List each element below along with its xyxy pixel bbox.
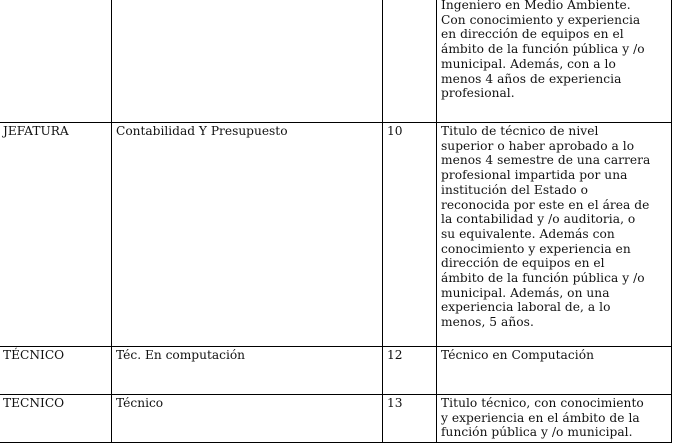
requisitos-line: ámbito de la función pública y /o [441,271,645,286]
requisitos-line: Ingeniero en Medio Ambiente. [441,0,631,12]
table-row [0,123,672,347]
requisitos-cell [437,0,672,123]
table-row [0,347,672,395]
table-row [0,395,672,443]
grado-cell: 13 [383,395,437,443]
requisitos-line: ámbito de la función pública y /o [441,42,645,57]
requisitos-line: menos 4 semestre de una carrera [441,153,651,168]
requisitos-line: conocimiento y experiencia en [441,241,631,256]
requisitos-line: experiencia laboral de, a lo [441,300,611,315]
grado-cell [383,0,437,123]
requisitos-line: menos 4 años de experiencia [441,71,622,86]
requisitos-line: función pública y /o municipal. [441,425,633,440]
requisitos-line: municipal. Además, on una [441,285,610,300]
cargo-cell: TECNICO [0,395,112,443]
cargo-cell: JEFATURA [0,123,112,347]
requisitos-line: institución del Estado o [441,182,588,197]
area-cell: Técnico [112,395,383,443]
requisitos-cell [437,395,672,443]
requisitos-line: menos, 5 años. [441,315,534,330]
grado-cell: 10 [383,123,437,347]
cargo-cell: TÉCNICO [0,347,112,395]
requisitos-line: y experiencia en el ámbito de la [441,410,640,425]
requisitos-line: en dirección de equipos en el [441,27,624,42]
requisitos-line: superior o haber aprobado a lo [441,138,635,153]
cargo-cell [0,0,112,123]
requisitos-line: Titulo técnico, con conocimiento [441,396,644,410]
requisitos-line: Con conocimiento y experiencia [441,12,641,27]
area-cell [112,0,383,123]
table-row [0,0,672,123]
requisitos-line: su equivalente. Además con [441,226,615,241]
requisitos-line: reconocida por este en el área de [441,197,650,212]
area-cell: Téc. En computación [112,347,383,395]
requisitos-line: profesional impartida por una [441,168,628,183]
area-cell: Contabilidad Y Presupuesto [112,123,383,347]
requisitos-line: la contabilidad y /o auditoria, o [441,212,636,227]
requisitos-line: profesional. [441,86,515,101]
grado-cell: 12 [383,347,437,395]
requisitos-line: municipal. Además, con a lo [441,56,616,71]
requisitos-cell [437,123,672,347]
requisitos-line: Titulo de técnico de nivel [441,124,599,138]
requisitos-cell [437,347,672,395]
requisitos-line: dirección de equipos en el [441,256,605,271]
requisitos-line: Técnico en Computación [441,348,594,362]
